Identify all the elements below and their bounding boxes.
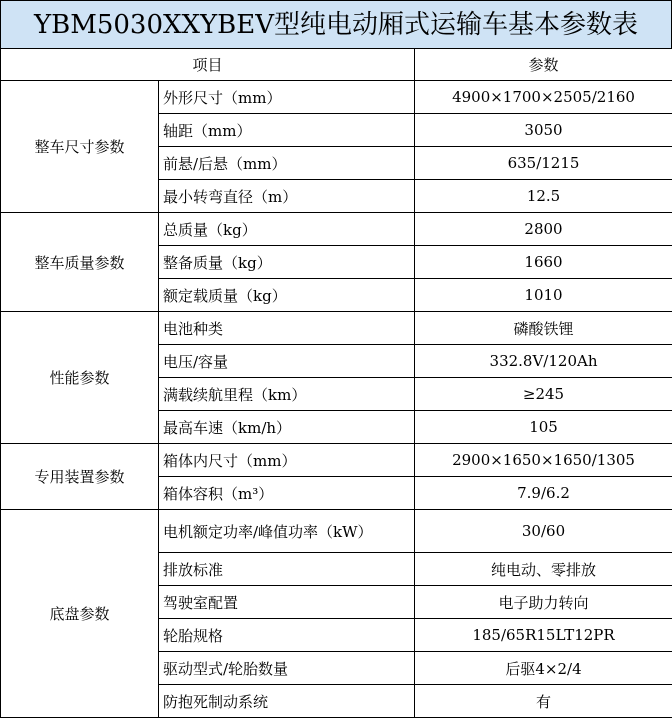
header-param: 参数 (415, 49, 672, 81)
param-value: 635/1215 (415, 147, 672, 180)
param-name: 满载续航里程（km） (159, 378, 415, 411)
category-cell: 专用装置参数 (1, 444, 159, 510)
param-value: 磷酸铁锂 (415, 312, 672, 345)
param-value: 1010 (415, 279, 672, 312)
category-cell: 性能参数 (1, 312, 159, 444)
param-name: 箱体内尺寸（mm） (159, 444, 415, 477)
category-cell: 整车尺寸参数 (1, 81, 159, 213)
param-value: 纯电动、零排放 (415, 553, 672, 586)
param-value: 30/60 (415, 510, 672, 553)
table-row (1, 444, 672, 477)
param-value: 7.9/6.2 (415, 477, 672, 510)
param-value: 2900×1650×1650/1305 (415, 444, 672, 477)
param-value: 185/65R15LT12PR (415, 619, 672, 652)
param-value: 1660 (415, 246, 672, 279)
param-name: 电压/容量 (159, 345, 415, 378)
table-row (1, 213, 672, 246)
param-value: 3050 (415, 114, 672, 147)
param-name: 驾驶室配置 (159, 586, 415, 619)
param-value: 4900×1700×2505/2160 (415, 81, 672, 114)
page-title: YBM5030XXYBEV型纯电动厢式运输车基本参数表 (0, 0, 672, 48)
param-value: 有 (415, 685, 672, 718)
param-value: 332.8V/120Ah (415, 345, 672, 378)
param-name: 轮胎规格 (159, 619, 415, 652)
param-value: 电子助力转向 (415, 586, 672, 619)
param-name: 外形尺寸（mm） (159, 81, 415, 114)
param-name: 防抱死制动系统 (159, 685, 415, 718)
param-name: 箱体容积（m³） (159, 477, 415, 510)
param-name: 电池种类 (159, 312, 415, 345)
table-row (1, 312, 672, 345)
table-header-row (1, 49, 672, 81)
param-name: 最高车速（km/h） (159, 411, 415, 444)
category-cell: 底盘参数 (1, 510, 159, 718)
param-name: 最小转弯直径（m） (159, 180, 415, 213)
table-row (1, 81, 672, 114)
param-name: 前悬/后悬（mm） (159, 147, 415, 180)
category-cell: 整车质量参数 (1, 213, 159, 312)
table-row (1, 510, 672, 553)
param-name: 整备质量（kg） (159, 246, 415, 279)
param-value: 12.5 (415, 180, 672, 213)
param-name: 轴距（mm） (159, 114, 415, 147)
param-name: 额定载质量（kg） (159, 279, 415, 312)
parameter-table (0, 48, 672, 718)
param-name: 驱动型式/轮胎数量 (159, 652, 415, 685)
param-value: ≥245 (415, 378, 672, 411)
header-item: 项目 (1, 49, 415, 81)
param-value: 2800 (415, 213, 672, 246)
param-value: 105 (415, 411, 672, 444)
param-name: 排放标准 (159, 553, 415, 586)
param-value: 后驱4×2/4 (415, 652, 672, 685)
param-name: 总质量（kg） (159, 213, 415, 246)
param-name: 电机额定功率/峰值功率（kW） (159, 510, 415, 553)
